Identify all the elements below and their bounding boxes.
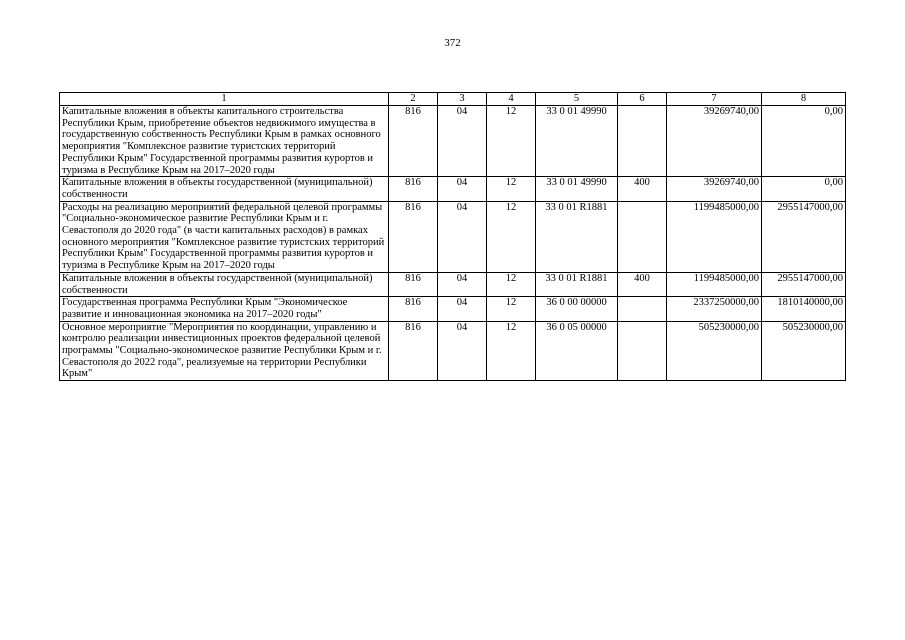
department-code: 816 [389,177,438,201]
expense-type-code [618,201,667,272]
column-header: 4 [487,93,536,106]
department-code: 816 [389,321,438,381]
amount-col8: 1810140000,00 [762,297,846,321]
budget-table [59,92,846,381]
subsection-code: 12 [487,321,536,381]
amount-col7: 1199485000,00 [667,272,762,296]
expense-type-code [618,297,667,321]
department-code: 816 [389,272,438,296]
subsection-code: 12 [487,106,536,177]
amount-col7: 505230000,00 [667,321,762,381]
column-header: 7 [667,93,762,106]
section-code: 04 [438,106,487,177]
target-article-code: 33 0 01 R1881 [536,272,618,296]
amount-col7: 1199485000,00 [667,201,762,272]
expense-type-code: 400 [618,272,667,296]
target-article-code: 33 0 01 49990 [536,177,618,201]
target-article-code: 36 0 00 00000 [536,297,618,321]
table-row [60,106,846,177]
subsection-code: 12 [487,201,536,272]
amount-col8: 2955147000,00 [762,201,846,272]
table-row [60,321,846,381]
expense-type-code [618,321,667,381]
department-code: 816 [389,297,438,321]
amount-col7: 39269740,00 [667,106,762,177]
target-article-code: 33 0 01 R1881 [536,201,618,272]
row-name: Капитальные вложения в объекты капитального строительства Республики Крым, приобретение объектов недвижимого имущества в государственную собственность Республики Крым в рамках основного мероприятия "Комплексное развитие туристских территорий Республики Крым" Государственной программы развития курортов и туризма в Республике Крым на 2017–2020 годы [60,106,389,177]
row-name: Капитальные вложения в объекты государственной (муниципальной) собственности [60,272,389,296]
table-row [60,272,846,296]
column-header: 6 [618,93,667,106]
row-name: Государственная программа Республики Крым "Экономическое развитие и инновационная экономика на 2017–2020 годы" [60,297,389,321]
page-number: 372 [444,37,461,49]
amount-col8: 0,00 [762,177,846,201]
section-code: 04 [438,321,487,381]
column-header: 2 [389,93,438,106]
section-code: 04 [438,201,487,272]
department-code: 816 [389,201,438,272]
column-header: 5 [536,93,618,106]
table-row [60,177,846,201]
subsection-code: 12 [487,272,536,296]
section-code: 04 [438,272,487,296]
expense-type-code: 400 [618,177,667,201]
amount-col7: 39269740,00 [667,177,762,201]
column-header: 1 [60,93,389,106]
row-name: Основное мероприятие "Мероприятия по координации, управлению и контролю реализации инвестиционных проектов федеральной целевой программы "Социально-экономическое развитие Республики Крым и г. Севастополя до 2022 года", реализуемые на территории Республики Крым" [60,321,389,381]
subsection-code: 12 [487,297,536,321]
subsection-code: 12 [487,177,536,201]
target-article-code: 33 0 01 49990 [536,106,618,177]
target-article-code: 36 0 05 00000 [536,321,618,381]
row-name: Капитальные вложения в объекты государственной (муниципальной) собственности [60,177,389,201]
table-row [60,297,846,321]
column-header: 8 [762,93,846,106]
amount-col8: 505230000,00 [762,321,846,381]
table-row [60,201,846,272]
column-header: 3 [438,93,487,106]
expense-type-code [618,106,667,177]
department-code: 816 [389,106,438,177]
amount-col7: 2337250000,00 [667,297,762,321]
row-name: Расходы на реализацию мероприятий федеральной целевой программы "Социально-экономическое развитие Республики Крым и г. Севастополя до 2020 года" (в части капитальных расходов) в рамках основного мероприятия "Комплексное развитие туристских территорий Республики Крым" Государственной программы развития курортов и туризма в Республике Крым на 2017–2020 годы [60,201,389,272]
amount-col8: 2955147000,00 [762,272,846,296]
header-row [60,93,846,106]
section-code: 04 [438,177,487,201]
amount-col8: 0,00 [762,106,846,177]
section-code: 04 [438,297,487,321]
